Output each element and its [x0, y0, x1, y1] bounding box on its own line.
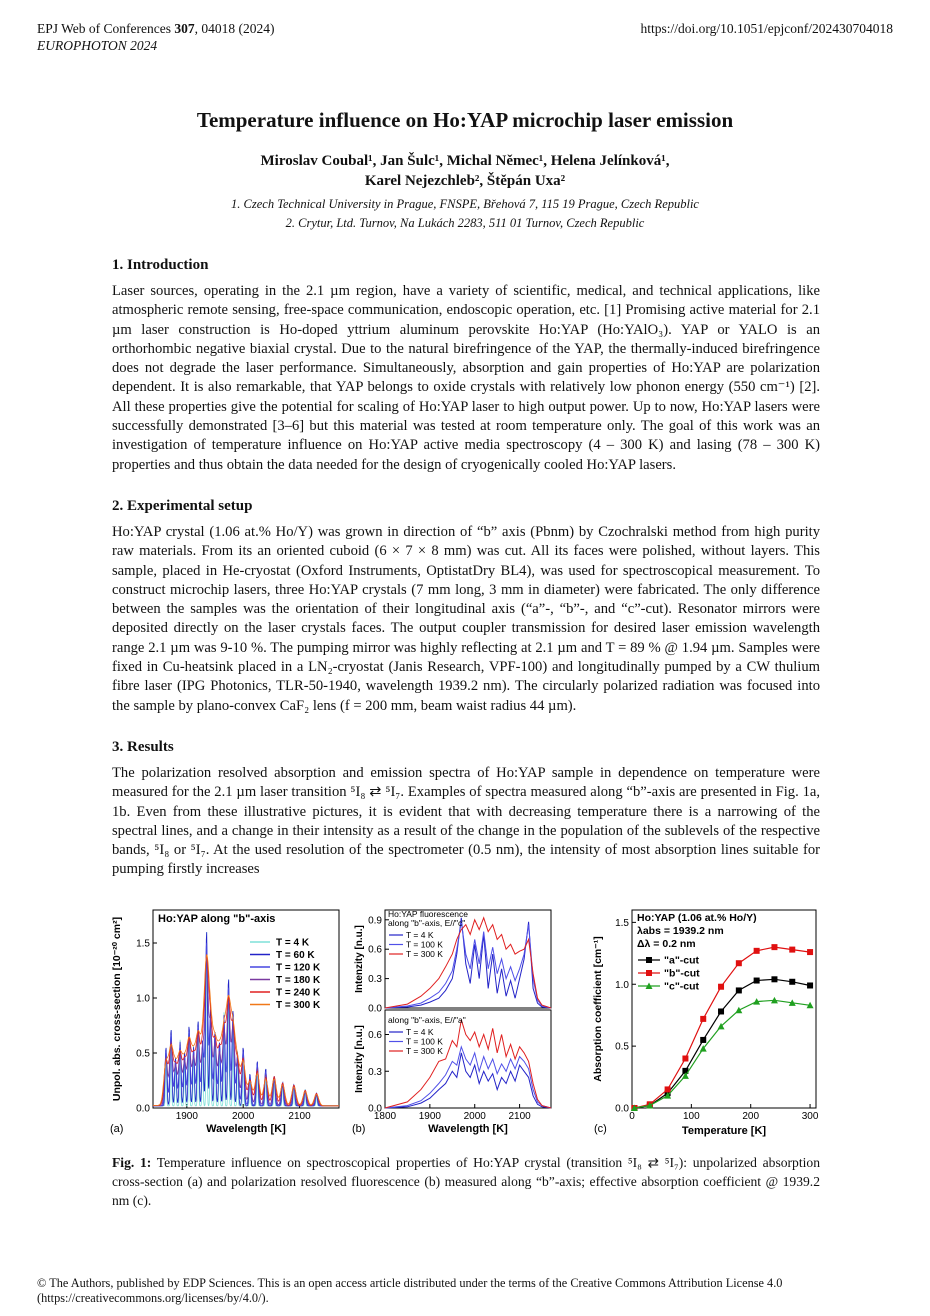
a-x-axis-label: Wavelength [K] [206, 1123, 286, 1135]
b-top-y-tick-label: 0.3 [368, 974, 382, 986]
b-bottom-x-tick-label: 2000 [463, 1111, 486, 1122]
chart-panel-b [350, 900, 560, 1140]
a-chart-title: Ho:YAP along "b"-axis [158, 913, 276, 925]
c-data-point [789, 947, 795, 953]
b-top-title-2: along "b"-axis, E//"c" [388, 918, 466, 928]
c-data-point [807, 982, 813, 988]
conference-name: EUROPHOTON 2024 [37, 38, 158, 53]
section-heading-results: 3. Results [112, 739, 174, 755]
b-top-y-tick-label: 0.0 [368, 1003, 382, 1015]
c-legend-entry: "c"-cut [664, 980, 700, 993]
b-bottom-x-tick-label: 1800 [373, 1111, 397, 1122]
b-bottom-x-tick-label: 2100 [508, 1111, 531, 1122]
affiliation-2: 2. Crytur, Ltd. Turnov, Na Lukách 2283, 511 01 Turnov, Czech Republic [285, 216, 645, 230]
c-data-point [754, 978, 760, 984]
c-x-tick-label: 300 [801, 1111, 819, 1122]
c-legend-entry: "b"-cut [664, 967, 700, 980]
b-top-y-axis-label: Intenzity [n.u.] [354, 925, 365, 993]
results-text: The polarization resolved absorption and emission spectra of Ho:YAP sample in dependence on temperature were measured for the 2.1 µm laser transition ⁵I₈ ⇄ ⁵I₇. Examples of spectra measured along “b”-axis are presented in Fig. 1a, 1b. Even from these illustrative pictures, it is evident that with decreasing temperature there is a narrowing of the spectral lines, and a change in their intensity as a result of the change in the population of the sublevels of the respective bands, ⁵I₈ or ⁵I₇. At the used resolution of the spectrometer (0.5 nm), the intensity of most absorption lines suitable for pumping firstly increases [112, 765, 820, 878]
b-bottom-x-tick-label: 1900 [418, 1111, 441, 1122]
authors-line-2: Karel Nejezchleb², Štěpán Uxa² [364, 173, 566, 189]
section-heading-experimental: 2. Experimental setup [112, 498, 253, 514]
figure-caption [112, 1153, 820, 1210]
c-x-tick-label: 100 [683, 1111, 700, 1122]
c-legend-entry: "a"-cut [664, 954, 700, 967]
b-bottom-legend-entry: T = 4 K [406, 1027, 434, 1037]
c-title-line-1: Ho:YAP (1.06 at.% Ho/Y) [637, 912, 757, 924]
b-bottom-legend-entry: T = 300 K [406, 1046, 443, 1056]
c-x-tick-label: 200 [742, 1111, 760, 1122]
a-legend-entry: T = 60 K [276, 950, 315, 961]
c-data-point [682, 1056, 688, 1062]
b-bottom-y-tick-label: 0.0 [368, 1103, 382, 1115]
c-data-point [754, 948, 760, 954]
c-title-line-3: Δλ = 0.2 nm [637, 938, 696, 950]
chart-panel-c [590, 900, 825, 1140]
a-legend-entry: T = 4 K [276, 937, 310, 949]
section-heading-introduction: 1. Introduction [112, 257, 209, 273]
c-y-tick-label: 1.5 [615, 917, 629, 929]
affiliation-1: 1. Czech Technical University in Prague, FNSPE, Břehová 7, 115 19 Prague, Czech Republic [231, 197, 699, 211]
journal-name: EPJ Web of Conferences [37, 21, 172, 36]
c-data-point [807, 949, 813, 955]
a-x-tick-label: 2100 [288, 1111, 311, 1122]
b-top-legend-entry: T = 100 K [406, 939, 443, 950]
caption-text: Temperature influence on spectroscopical properties of Ho:YAP crystal (transition ⁵I₈ ⇄ ⁵I₇): unpolarized absorption cross-section (a) and polarization resolved fluorescence (b) measured along “b”-axis; effective absorption coefficient @ 1939.2 nm (c). [112, 1155, 820, 1208]
caption-label: Fig. 1: [112, 1155, 152, 1170]
c-x-axis-label: Temperature [K] [681, 1125, 767, 1137]
b-bottom-y-tick-label: 0.3 [368, 1066, 382, 1078]
b-x-axis-label: Wavelength [K] [428, 1123, 508, 1135]
c-y-axis-label: Absorption coefficient [cm⁻¹] [592, 936, 604, 1082]
a-panel-label: (a) [110, 1123, 124, 1135]
c-data-point [700, 1037, 706, 1043]
c-data-point [665, 1086, 671, 1092]
a-y-tick-label: 0.0 [136, 1103, 150, 1115]
journal-volume: 307 [174, 21, 195, 36]
affiliations [0, 195, 930, 233]
b-top-legend-entry: T = 300 K [406, 949, 443, 959]
paper-title: Temperature influence on Ho:YAP microchip laser emission [196, 108, 734, 132]
b-top-title-1: Ho:YAP fluorescence [388, 909, 469, 919]
c-series-line [634, 979, 810, 1108]
c-data-point [735, 1007, 742, 1014]
c-y-tick-label: 0.5 [615, 1041, 629, 1053]
footer-line-2[interactable]: (https://creativecommons.org/licenses/by/4.0/). [37, 1291, 269, 1305]
a-y-tick-label: 1.0 [136, 993, 150, 1005]
doi-link[interactable]: https://doi.org/10.1051/epjconf/202430704018 [640, 21, 893, 36]
author-list [0, 151, 930, 191]
a-legend-entry: T = 240 K [276, 987, 321, 999]
c-data-point [736, 987, 742, 993]
authors-line-1: Miroslav Coubal¹, Jan Šulc¹, Michal Němec¹, Helena Jelínková¹, [260, 153, 670, 169]
a-legend-entry: T = 300 K [276, 1000, 321, 1011]
c-data-point [771, 944, 777, 950]
b-bottom-y-axis-label: Intenzity [n.u.] [354, 1025, 365, 1093]
license-footer [37, 1276, 897, 1306]
a-x-tick-label: 1900 [175, 1111, 198, 1122]
a-legend-entry: T = 180 K [276, 975, 321, 986]
journal-article: , 04018 (2024) [194, 21, 275, 36]
c-data-point [700, 1016, 706, 1022]
a-y-tick-label: 1.5 [136, 938, 150, 950]
footer-line-1: © The Authors, published by EDP Sciences. This is an open access article distributed under the terms of the Creative Commons Attribution License 4.0 [37, 1276, 783, 1290]
c-data-point [718, 984, 724, 990]
b-top-y-tick-label: 0.6 [368, 944, 382, 956]
c-y-tick-label: 0.0 [615, 1103, 629, 1115]
b-panel-label: (b) [352, 1123, 366, 1135]
b-top-y-tick-label: 0.9 [368, 915, 382, 927]
introduction-text: Laser sources, operating in the 2.1 µm region, have a variety of scientific, medical, and technical applications, like atmospheric remote sensing, free-space communication, endoscopic operation, etc. [1] Promising active material for 2.1 µm laser construction is Ho-doped yttrium aluminum perovskite Ho:YAP (Ho:YAlO₃). YAP or YALO is an orthorhombic negative biaxial crystal. Due to the natural birefringence of the YAP, the thermally-induced birefringence does not degrade the laser performance. Simultaneously, absorption and gain properties of Ho:YAP are polarization dependent. It is also remarkable, that YAP belongs to oxide crystals with relatively low phonon energy (550 cm⁻¹) [2]. All these properties give the potential for scaling of Ho:YAP laser to high output power. Up to now, Ho:YAP lasers were successfully demonstrated [3–6] but this material was tested at room temperature only. The goal of this work was an investigation of temperature influence on Ho:YAP active media spectroscopy (4 – 300 K) and lasing (78 – 300 K) properties and thus obtain the data needed for the design of cryogenically cooled Ho:YAP lasers. [112, 283, 820, 473]
c-y-tick-label: 1.0 [615, 979, 629, 991]
chart-panel-a [108, 900, 348, 1140]
b-top-legend-entry: T = 4 K [406, 930, 434, 940]
a-y-tick-label: 0.5 [136, 1048, 150, 1060]
b-bottom-title: along "b"-axis, E//"a" [388, 1015, 466, 1025]
a-x-tick-label: 2000 [232, 1111, 255, 1122]
c-data-point [771, 976, 777, 982]
c-legend-marker [646, 970, 652, 976]
c-data-point [718, 1008, 724, 1014]
b-bottom-legend-entry: T = 100 K [406, 1036, 443, 1047]
c-data-point [736, 960, 742, 966]
a-y-axis-label: Unpol. abs. cross-section [10⁻²⁰ cm²] [111, 916, 123, 1102]
c-legend-marker [646, 957, 652, 963]
experimental-text: Ho:YAP crystal (1.06 at.% Ho/Y) was grown in direction of “b” axis (Pbnm) by Czochralski method from high purity raw materials. From its an oriented cuboid (6 × 7 × 8 mm) was cut. All its faces were polished, without layers. This sample, placed in He-cryostat (Oxford Instruments, OptistatDry BL4), was used for spectroscopical measurement. To construct microchip lasers, three Ho:YAP crystals (7 mm long, 3 mm in diameter) were fabricated. The only difference between the samples was the orientation of their longitudinal axis (“a”-, “b”-, and “c”-cut). Resonator mirrors were deposited directly on the laser crystals faces. The output coupler transmission for desired laser emission wavelength range 2.1 µm was 9-10 %. The pumping mirror was highly reflecting at 2.1 µm and T = 89 % @ 1.94 µm. Samples were fixed in Cu-heatsink placed in a LN₂-cryostat (Janis Research, VPF-100) and longitudinally pumped by a CW thulium fibre laser (IPG Photonics, TLR-50-1940, wavelength 1939.2 nm). The circularly polarized radiation was focused into the sample by plano-convex CaF₂ lens (f = 200 mm, beam waist radius 44 µm). [112, 524, 820, 714]
b-bottom-y-tick-label: 0.6 [368, 1030, 382, 1041]
page-header [37, 20, 893, 54]
c-panel-label: (c) [594, 1123, 607, 1135]
c-series-line [634, 1000, 810, 1108]
c-data-point [789, 979, 795, 985]
c-x-tick-label: 0 [629, 1111, 635, 1122]
a-legend-entry: T = 120 K [276, 962, 321, 974]
c-title-line-2: λabs = 1939.2 nm [637, 925, 724, 937]
